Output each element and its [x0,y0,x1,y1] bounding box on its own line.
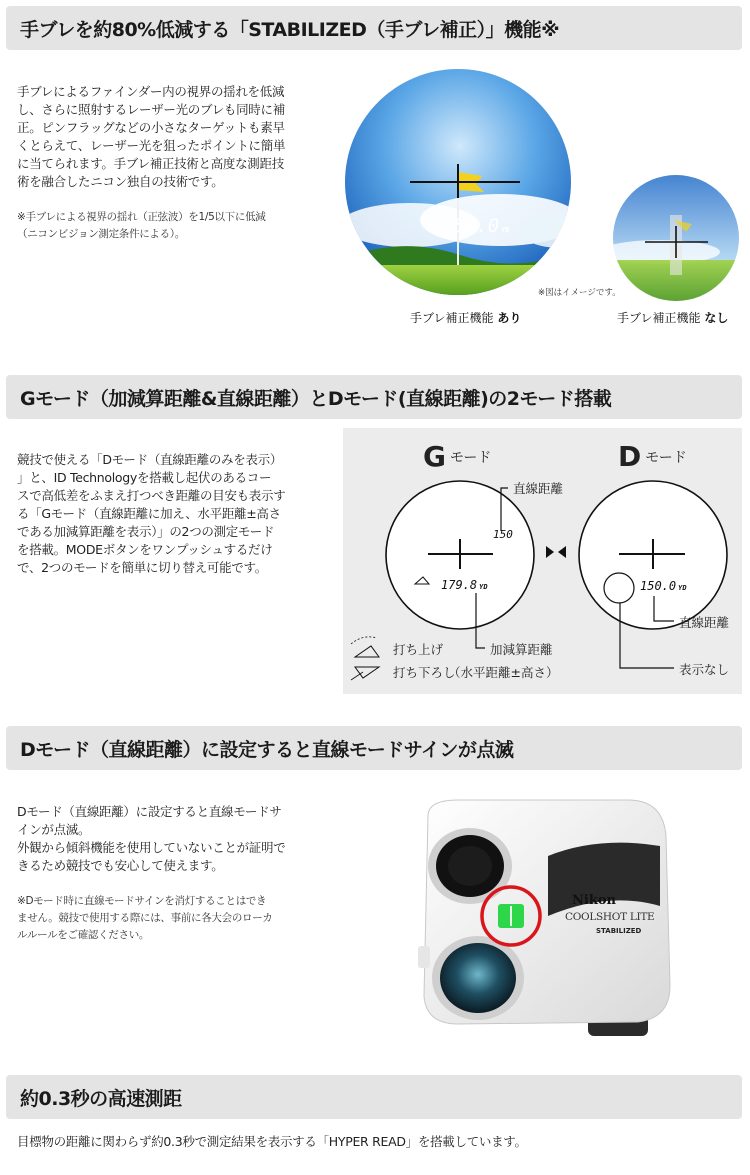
d-hidden-indicator-label: 表示なし [679,662,730,677]
brand-logo: Nikon [572,893,616,908]
mode-sign-footnote: ※Dモード時に直線モードサインを消灯することはでき ません。競技で使用する際には、事前に各大会のローカ ルルールをご確認ください。 [17,895,273,941]
section-header-mode-sign [6,726,742,770]
display-unit: YD [501,226,510,234]
section-title: Gモード（加減算距離&直線距離）とDモード(直線距離)の2モード搭載 [20,388,612,410]
section-header-stabilized [6,6,742,50]
g-mode-title: Gモード [423,440,492,473]
d-distance-readout: 150.0 YD [640,579,687,593]
hyper-read-description: 目標物の距離に関わらず約0.3秒で測定結果を表示する「HYPER READ」を搭載しています。 [17,1134,527,1149]
section-title: 約0.3秒の高速測距 [20,1088,182,1110]
g-straight-distance-label: 直線距離 [513,481,564,496]
stabilized-description: 手ブレによるファインダー内の視界の揺れを低減 し、さらに照射するレーザー光のブレも同時に補 正。ピンフラッグなどの小さなターゲットも素早 くとらえて、レーザー光を狙ったポイントに簡単 に当てられます。手ブレ補正技術と高度な測距技 術を融合したニコン独自の技術です。 [17,84,286,189]
model-sub: STABILIZED [596,927,642,935]
g-adjusted-distance-sub: （水平距離±高さ） [448,665,559,680]
d-mode-title: Dモード [618,440,687,473]
rangefinder-display-readout [442,215,510,237]
d-straight-distance-label: 直線距離 [679,615,730,630]
display-distance: 150.0 [442,215,500,237]
stabilized-comparison-illustration [340,60,745,305]
section-header-two-modes [6,375,742,419]
downhill-label: 打ち下ろし [393,665,456,680]
model-name: COOLSHOT LITE [565,911,655,923]
uphill-label: 打ち上げ [393,642,444,657]
image-disclaimer: ※図はイメージです。 [538,288,621,298]
section-header-hyper-read [6,1075,742,1119]
g-straight-distance-value: 150 [493,528,513,541]
section-title: 手ブレを約80%低減する「STABILIZED（手ブレ補正）」機能※ [20,19,560,41]
g-adjusted-distance-readout: 179.8 YD [441,578,488,592]
mode-diagram-panel [343,428,742,694]
stabilized-footnote: ※手ブレによる視界の揺れ（正弦波）を1/5以下に低減 （ニコンビジョン測定条件による）。 [17,211,266,240]
caption-without-stabilizer: 手ブレ補正機能 なし [617,311,729,325]
mode-sign-description: Dモード（直線距離）に設定すると直線モードサ インが点滅。 外観から傾斜機能を使用していないことが証明で きるため競技でも安心して使えます。 [17,804,286,873]
section-title: Dモード（直線距離）に設定すると直線モードサインが点滅 [20,739,514,761]
caption-with-stabilizer: 手ブレ補正機能 あり [410,311,522,325]
g-adjusted-distance-label: 加減算距離 [490,642,553,657]
two-modes-description: 競技で使える「Dモード（直線距離のみを表示） 」と、ID Technologyを搭載し起伏のあるコー スで高低差をふまえ打つべき距離の目安も表示す る「Gモード（直線距離に加え、水平距離±高さ である加減算距離を表示）」の2つの測定モード を搭載。MODEボタンをワンプッシュするだけ で、2つのモードを簡単に切り替え可能です。 [17,452,286,575]
